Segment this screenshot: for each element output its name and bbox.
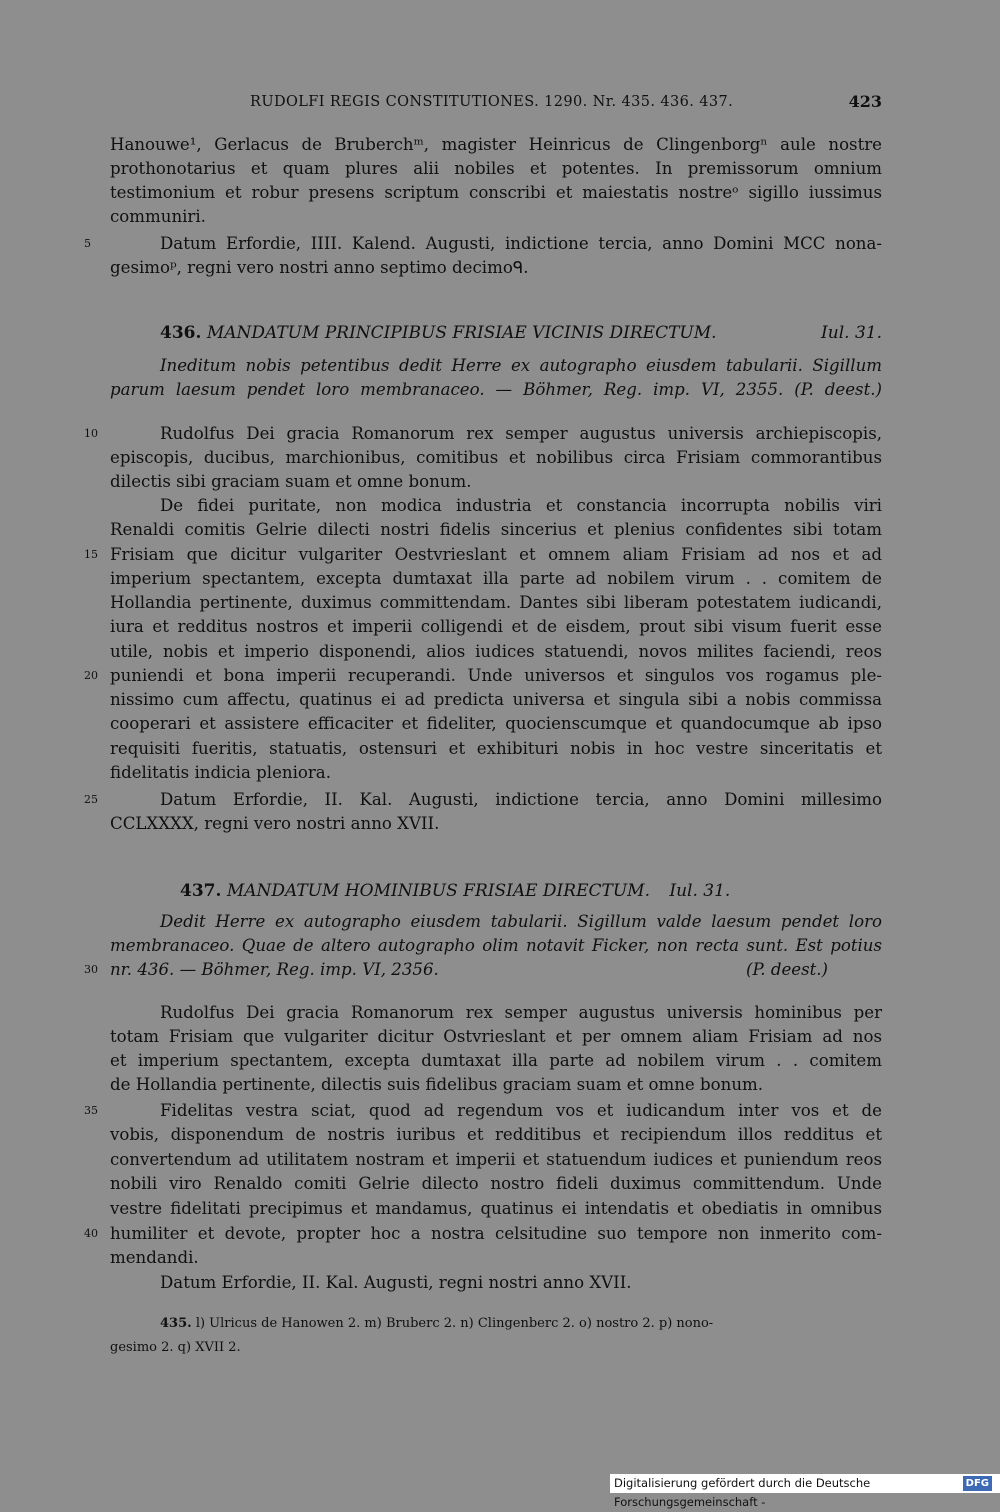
text-line: nissimo cum affectu, quatinus ei ad predicta universa et singula sibi a nobis commissa — [110, 690, 882, 709]
line-number: 25 — [84, 793, 98, 806]
doc436-source-line: parum laesum pendet loro membranaceo. — Böhmer, Reg. imp. VI, 2355. (P. deest.) — [110, 380, 882, 399]
text-line: prothonotarius et quam plures alii nobiles et potentes. In premissorum omnium — [110, 159, 882, 178]
text-line: Hanouwe¹, Gerlacus de Bruberchᵐ, magister Heinricus de Clingenborgⁿ aule nostre — [110, 135, 882, 154]
doc436-title: MANDATUM PRINCIPIBUS FRISIAE VICINIS DIRECTUM. — [206, 323, 717, 343]
doc437-number: 437. — [180, 881, 222, 901]
text-line: Renaldi comitis Gelrie dilecti nostri fidelis sincerius et plenius confidentes sibi totam — [110, 520, 882, 539]
dfg-credit-strip — [610, 1474, 1000, 1509]
doc437-date: Iul. 31. — [669, 881, 731, 901]
text-line: testimonium et robur presens scriptum conscribi et maiestatis nostreᵒ sigillo iussimus — [110, 183, 882, 202]
doc437-source-line: membranaceo. Quae de altero autographo olim notavit Ficker, non recta sunt. Est potius — [110, 936, 882, 955]
footnote-line — [110, 1312, 882, 1336]
text-line: Rudolfus Dei gracia Romanorum rex semper augustus universis archiepiscopis, — [160, 424, 882, 443]
line-number: 35 — [84, 1104, 98, 1117]
text-line: episcopis, ducibus, marchionibus, comitibus et nobilibus circa Frisiam commorantibus — [110, 448, 882, 467]
doc437-source-note: (P. deest.) — [746, 960, 829, 979]
running-title: RUDOLFI REGIS CONSTITUTIONES. 1290. Nr. 435. 436. 437. — [250, 94, 734, 110]
line-number: 30 — [84, 963, 98, 976]
text-line: gesimoᵖ, regni vero nostri anno septimo decimoᑫ. — [110, 258, 529, 277]
text-line: de Hollandia pertinente, dilectis suis fidelibus graciam suam et omne bonum. — [110, 1075, 764, 1094]
line-number: 5 — [84, 237, 91, 250]
line-number: 20 — [84, 669, 98, 682]
doc436-source-line: Ineditum nobis petentibus dedit Herre ex autographo eiusdem tabularii. Sigillum — [160, 356, 882, 375]
line-number: 15 — [84, 548, 98, 561]
line-number: 40 — [84, 1227, 98, 1240]
text-line: fidelitatis indicia pleniora. — [110, 763, 331, 782]
doc436-number: 436. — [160, 323, 202, 343]
footnote-ref: 435. — [160, 1316, 192, 1331]
text-line: convertendum ad utilitatem nostram et imperii et statuendum iudices et puniendum reos — [110, 1150, 882, 1169]
footnote-line: gesimo 2. q) XVII 2. — [110, 1340, 241, 1355]
dfg-logo: DFG — [963, 1476, 992, 1491]
text-line: humiliter et devote, propter hoc a nostra celsitudine suo tempore non inmerito com- — [110, 1224, 882, 1243]
text-line: totam Frisiam que vulgariter dicitur Ostvrieslant et per omnem aliam Frisiam ad nos — [110, 1027, 882, 1046]
text-line: imperium spectantem, excepta dumtaxat illa parte ad nobilem virum . . comitem de — [110, 569, 882, 588]
credit-text: Digitalisierung gefördert durch die Deutsche Forschungsgemeinschaft - — [614, 1476, 871, 1509]
text-line: communiri. — [110, 207, 206, 226]
text-line: Datum Erfordie, IIII. Kalend. Augusti, indictione tercia, anno Domini MCC nona- — [160, 234, 882, 253]
page-number: 423 — [848, 92, 882, 111]
text-line: De fidei puritate, non modica industria et constancia incorrupta nobilis viri — [160, 496, 882, 515]
text-line: cooperari et assistere efficaciter et fideliter, quocienscumque et quandocumque ab ipso — [110, 714, 882, 733]
text-line: Frisiam que dicitur vulgariter Oestvrieslant et omnem aliam Frisiam ad nos et ad — [110, 545, 882, 564]
doc437-source-line: nr. 436. — Böhmer, Reg. imp. VI, 2356. — [110, 960, 439, 979]
text-line: Rudolfus Dei gracia Romanorum rex semper augustus universis hominibus per — [160, 1003, 882, 1022]
text-line: vobis, disponendum de nostris iuribus et redditibus et recipiendum illos redditus et — [110, 1125, 882, 1144]
text-line: vestre fidelitati precipimus et mandamus, quatinus ei intendatis et obediatis in omnibus — [110, 1199, 882, 1218]
text-line: nobili viro Renaldo comiti Gelrie dilecto nostro fideli duximus committendum. Unde — [110, 1174, 882, 1193]
footnote-text: l) Ulricus de Hanowen 2. m) Bruberc 2. n) Clingenberc 2. o) nostro 2. p) nono- — [195, 1316, 714, 1331]
text-line: Datum Erfordie, II. Kal. Augusti, regni nostri anno XVII. — [160, 1273, 632, 1292]
text-line: utile, nobis et imperio disponendi, alios iudices statuendi, novos milites faciendi, reos — [110, 642, 882, 661]
text-line: Hollandia pertinente, duximus committendam. Dantes sibi liberam potestatem iudicandi, — [110, 593, 882, 612]
doc437-title: MANDATUM HOMINIBUS FRISIAE DIRECTUM. — [226, 881, 650, 901]
doc436-date: Iul. 31. — [821, 323, 882, 343]
text-line: requisiti fueritis, statuatis, ostensuri et exhibituri nobis in hoc vestre sinceritatis et — [110, 739, 882, 758]
text-line: Fidelitas vestra sciat, quod ad regendum vos et iudicandum inter vos et de — [160, 1101, 882, 1120]
text-line: dilectis sibi graciam suam et omne bonum. — [110, 472, 472, 491]
text-line: et imperium spectantem, excepta dumtaxat illa parte ad nobilem virum . . comitem — [110, 1051, 882, 1070]
text-line: puniendi et bona imperii recuperandi. Unde universos et singulos vos rogamus ple- — [110, 666, 882, 685]
text-line: iura et redditus nostros et imperii colligendi et de eisdem, prout sibi visum fuerit esse — [110, 617, 882, 636]
text-line: mendandi. — [110, 1248, 199, 1267]
doc436-heading — [160, 320, 882, 346]
text-line: CCLXXXX, regni vero nostri anno XVII. — [110, 814, 440, 833]
doc437-source-line: Dedit Herre ex autographo eiusdem tabularii. Sigillum valde laesum pendet loro — [160, 912, 882, 931]
line-number: 10 — [84, 427, 98, 440]
text-line: Datum Erfordie, II. Kal. Augusti, indictione tercia, anno Domini millesimo — [160, 790, 882, 809]
doc437-heading — [180, 878, 882, 904]
